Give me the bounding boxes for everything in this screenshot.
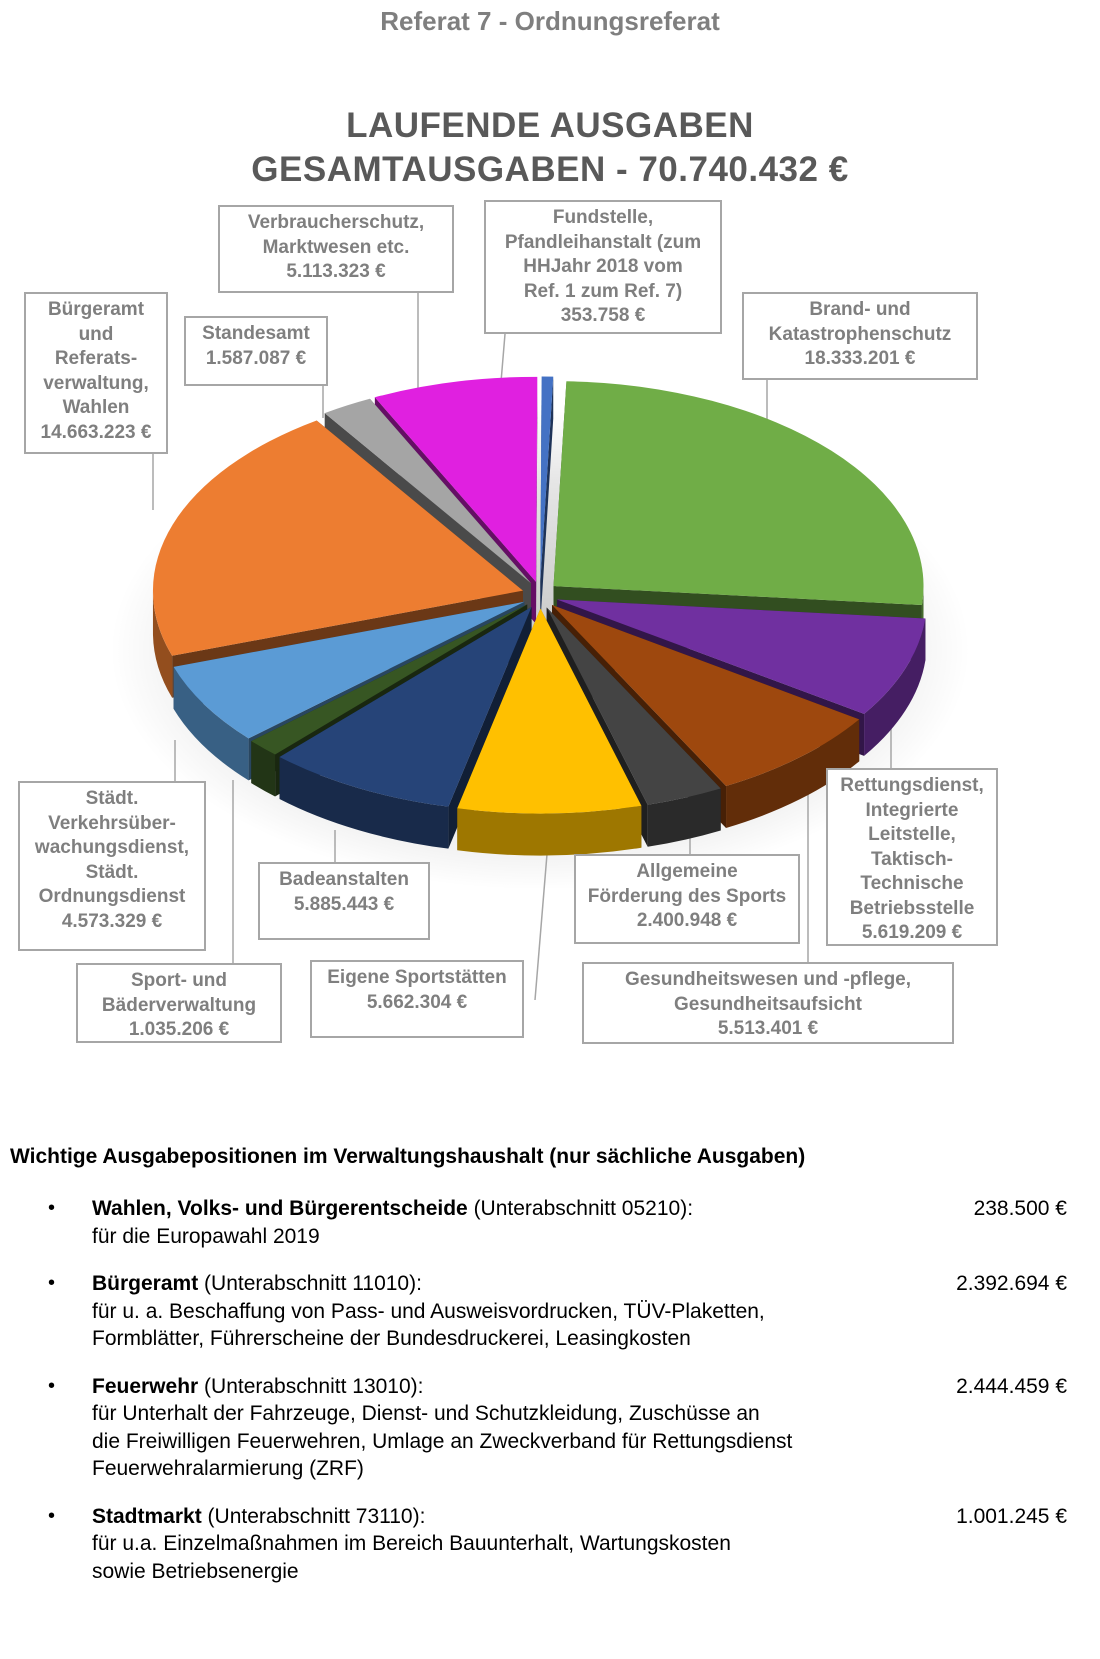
expense-item-description: Formblätter, Führerscheine der Bundesdruckerei, Leasingkosten <box>92 1327 691 1350</box>
expense-item-title: Wahlen, Volks- und Bürgerentscheide <box>92 1197 468 1220</box>
slice-label <box>184 316 328 386</box>
slice-label <box>24 292 168 454</box>
slice-label-line: Marktwesen etc. <box>262 236 410 258</box>
chart-subtitle: GESAMTAUSGABEN - 70.740.432 € <box>251 150 849 189</box>
slice-label-line: Fundstelle, <box>552 207 654 228</box>
expense-item-text <box>92 1503 932 1586</box>
slice-label-line: Katastrophenschutz <box>768 323 952 345</box>
slice-label-line: verwaltung, <box>43 372 149 394</box>
slice-value: 5.885.443 € <box>293 893 395 915</box>
slice-label-line: Verkehrsüber- <box>48 812 176 834</box>
slice-label-line: Leitstelle, <box>868 824 956 845</box>
slice-value: 5.662.304 € <box>366 991 468 1013</box>
slice-label <box>258 862 430 940</box>
expense-item-title: Bürgeramt <box>92 1272 199 1295</box>
slice-label-line: Allgemeine <box>636 861 738 882</box>
bullet: • <box>48 1504 56 1527</box>
expense-item-title: Feuerwehr <box>92 1374 199 1398</box>
expense-item-text <box>92 1195 932 1250</box>
slice-label-line: Förderung des Sports <box>587 885 787 907</box>
bullet: • <box>48 1197 56 1219</box>
slice-label-line: Verbraucherschutz, <box>247 212 425 233</box>
slice-label-line: Taktisch- <box>870 848 953 870</box>
expense-item-amount: 1.001.245 € <box>956 1504 1067 1528</box>
slice-value: 4.573.329 € <box>61 910 163 932</box>
page-header: Referat 7 - Ordnungsreferat <box>380 6 720 36</box>
expense-item-description: die Freiwilligen Feuerwehren, Umlage an Zweckverband für Rettungsdienst <box>92 1429 793 1453</box>
slice-value: 1.587.087 € <box>205 347 307 369</box>
bullet: • <box>48 1272 56 1294</box>
expense-item-description: sowie Betriebsenergie <box>92 1559 299 1583</box>
slice-label <box>484 200 722 334</box>
slice-label-line: Standesamt <box>202 323 310 344</box>
slice-label-line: Betriebsstelle <box>849 897 975 919</box>
slice-value: 5.513.401 € <box>717 1018 819 1039</box>
slice-value: 2.400.948 € <box>636 910 738 931</box>
slice-label-line: Sport- und <box>130 970 228 991</box>
slice-label-line: Wahlen <box>62 397 130 418</box>
slice-label-line: Städt. <box>85 861 139 883</box>
chart-title: LAUFENDE AUSGABEN <box>346 106 754 145</box>
slice-label <box>742 292 978 380</box>
expense-item-heading <box>92 1373 932 1401</box>
expense-item-heading <box>92 1270 932 1298</box>
slice-label <box>218 205 454 293</box>
expense-item-heading <box>92 1503 932 1531</box>
slice-label <box>310 960 524 1038</box>
bullet: • <box>48 1374 56 1397</box>
slice-label-line: Integrierte <box>865 799 959 821</box>
slice-label <box>582 962 954 1044</box>
section-heading: Wichtige Ausgabepositionen im Verwaltungshaushalt (nur sächliche Ausgaben) <box>10 1145 806 1168</box>
slice-label-line: Brand- und <box>809 299 911 320</box>
slice-label-line: Eigene Sportstätten <box>327 967 507 988</box>
slice-label-line: Referats- <box>54 348 138 369</box>
slice-label-line: Gesundheitsaufsicht <box>674 993 862 1015</box>
slice-value: 18.333.201 € <box>804 348 916 369</box>
expense-item-code: (Unterabschnitt 13010): <box>198 1374 424 1398</box>
slice-label <box>826 768 998 946</box>
expense-item-description: für Unterhalt der Fahrzeuge, Dienst- und Schutzkleidung, Zuschüsse an <box>92 1402 760 1425</box>
slice-label-line: Ref. 1 zum Ref. 7) <box>523 280 683 302</box>
slice-value: 5.113.323 € <box>286 261 386 282</box>
expense-item-description: für die Europawahl 2019 <box>92 1224 320 1248</box>
slice-label-line: Badeanstalten <box>279 869 409 890</box>
expense-item-heading <box>92 1195 932 1223</box>
slice-value: 1.035.206 € <box>128 1019 230 1040</box>
expense-item-amount: 238.500 € <box>973 1197 1067 1220</box>
slice-value: 5.619.209 € <box>861 922 963 943</box>
slice-label-line: Städt. <box>85 788 139 809</box>
slice-label-line: wachungsdienst, <box>34 837 190 858</box>
pie-slice-top <box>554 381 924 605</box>
slice-label-line: Ordnungsdienst <box>38 886 186 907</box>
expense-item-text <box>92 1373 932 1483</box>
slice-label-line: Gesundheitswesen und -pflege, <box>624 969 912 990</box>
expense-item-code: (Unterabschnitt 05210): <box>467 1197 694 1220</box>
expense-item-description: für u.a. Einzelmaßnahmen im Bereich Bauunterhalt, Wartungskosten <box>92 1532 731 1555</box>
slice-label <box>574 854 800 944</box>
slice-label <box>18 781 206 951</box>
slice-label-line: Pfandleihanstalt (zum <box>504 231 702 253</box>
slice-label <box>76 963 282 1043</box>
slice-value: 353.758 € <box>560 305 646 326</box>
slice-label-line: und <box>78 323 114 345</box>
slice-label-line: Technische <box>860 873 964 894</box>
expense-item-amount: 2.444.459 € <box>956 1374 1067 1398</box>
slice-value: 14.663.223 € <box>40 421 152 443</box>
expense-item-title: Stadtmarkt <box>92 1504 202 1528</box>
slice-label-line: Bäderverwaltung <box>101 994 257 1016</box>
expense-item-description: für u. a. Beschaffung von Pass- und Ausweisvordrucken, TÜV-Plaketten, <box>92 1299 765 1323</box>
slice-label-line: Rettungsdienst, <box>840 775 984 796</box>
slice-label-line: HHJahr 2018 vom <box>523 256 683 277</box>
slice-label-line: Bürgeramt <box>47 299 145 320</box>
expense-item-description: Feuerwehralarmierung (ZRF) <box>92 1457 364 1480</box>
expense-item-code: (Unterabschnitt 11010): <box>198 1272 422 1295</box>
expense-item-text <box>92 1270 932 1353</box>
expense-item-amount: 2.392.694 € <box>956 1272 1067 1295</box>
expense-item-code: (Unterabschnitt 73110): <box>201 1504 426 1528</box>
